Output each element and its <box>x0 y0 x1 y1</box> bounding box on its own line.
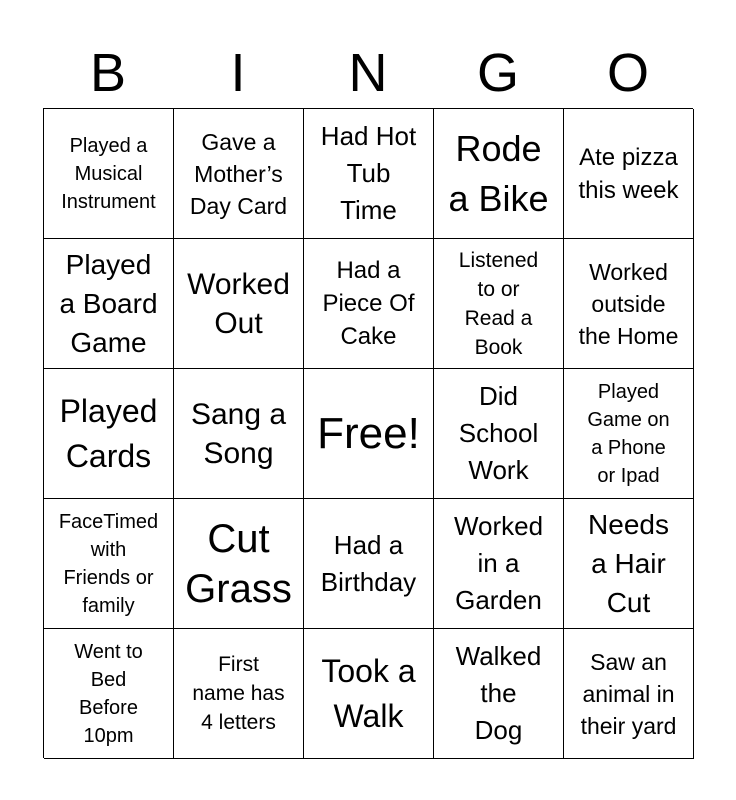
bingo-cell[interactable] <box>174 629 304 759</box>
cell-text: Needs a Hair Cut <box>588 509 669 618</box>
bingo-cell[interactable] <box>564 369 694 499</box>
cell-text: Rode a Bike <box>448 127 549 219</box>
header-letter-g: G <box>476 43 519 103</box>
bingo-cell[interactable] <box>564 109 694 239</box>
bingo-cell[interactable] <box>434 239 564 369</box>
cell-text: Free! <box>317 408 420 458</box>
bingo-cell[interactable] <box>304 499 434 629</box>
cell-text: Went to Bed Before 10pm <box>74 640 143 747</box>
bingo-cell[interactable] <box>44 499 174 629</box>
bingo-cell[interactable] <box>174 109 304 239</box>
header-letter-o: O <box>606 43 649 103</box>
bingo-cell[interactable] <box>304 239 434 369</box>
bingo-cell[interactable] <box>174 499 304 629</box>
bingo-cell[interactable] <box>174 369 304 499</box>
cell-text: Sang a Song <box>190 397 287 470</box>
cell-text: Played Cards <box>59 392 158 474</box>
cell-text: Took a Walk <box>321 652 416 734</box>
bingo-cell[interactable] <box>44 239 174 369</box>
cell-text: Had a Birthday <box>320 529 417 597</box>
bingo-cell[interactable] <box>174 239 304 369</box>
cell-text: Ate pizza this week <box>578 143 679 204</box>
cell-text: Walked the Dog <box>455 641 542 745</box>
cell-text: Had a Piece Of Cake <box>322 257 415 350</box>
cell-text: FaceTimed with Friends or family <box>58 510 159 617</box>
cell-text: Worked outside the Home <box>578 258 679 349</box>
bingo-cell[interactable] <box>44 109 174 239</box>
bingo-cell[interactable] <box>44 369 174 499</box>
bingo-cell[interactable] <box>304 629 434 759</box>
cell-text: Worked in a Garden <box>453 511 544 615</box>
cell-text: Did School Work <box>458 381 539 485</box>
cell-text: Gave a Mother’s Day Card <box>189 128 288 219</box>
header-letter-n: N <box>348 43 388 103</box>
cell-text: First name has 4 letters <box>192 653 285 734</box>
cell-text: Worked Out <box>187 267 290 340</box>
header-letter-i: I <box>230 43 246 103</box>
bingo-cell[interactable] <box>564 239 694 369</box>
bingo-cell[interactable] <box>434 499 564 629</box>
cell-text: Played Game on a Phone or Ipad <box>587 380 670 487</box>
cell-text: Cut Grass <box>185 516 292 611</box>
cell-text: Played a Musical Instrument <box>61 134 156 213</box>
bingo-cell[interactable] <box>564 499 694 629</box>
bingo-cell[interactable] <box>434 109 564 239</box>
bingo-cell[interactable] <box>304 109 434 239</box>
header-letter-b: B <box>89 43 127 103</box>
bingo-cell[interactable] <box>564 629 694 759</box>
cell-text: Listened to or Read a Book <box>458 248 539 359</box>
bingo-cell[interactable] <box>44 629 174 759</box>
bingo-header <box>43 38 693 108</box>
cell-text: Saw an animal in their yard <box>580 648 677 739</box>
free-space[interactable] <box>304 369 434 499</box>
bingo-cell[interactable] <box>434 369 564 499</box>
cell-text: Had Hot Tub Time <box>320 121 417 225</box>
cell-text: Played a Board Game <box>59 249 158 358</box>
bingo-cell[interactable] <box>434 629 564 759</box>
bingo-board <box>43 108 693 758</box>
